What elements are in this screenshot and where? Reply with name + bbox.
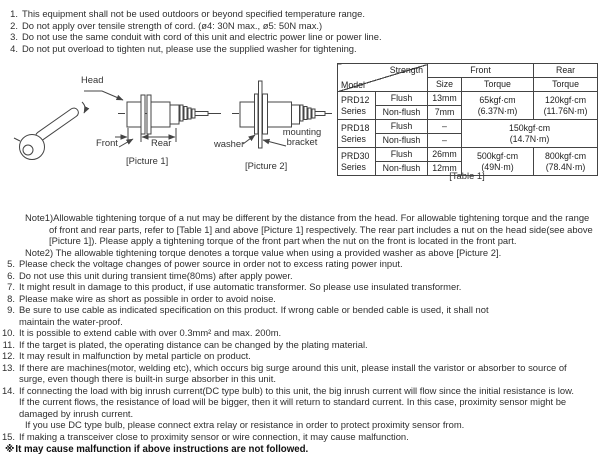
list-item-continuation bbox=[0, 316, 597, 328]
table-caption: [Table 1] bbox=[449, 170, 485, 181]
item-number: 14. bbox=[1, 384, 15, 396]
note-line bbox=[0, 247, 600, 259]
item-text: If you use DC type bulb, please connect extra relay or resistance in order to protect proximity sensor from. bbox=[25, 419, 465, 430]
cell-prd30-nonflush-size: 12mm bbox=[428, 162, 462, 176]
note-text: [Picture 1]). Please apply a tightening torque of the front part when the nut on the front is located in the front part. bbox=[49, 235, 517, 246]
cell-prd30-rear-torque: 800kgf·cm (78.4N·m) bbox=[534, 148, 598, 176]
item-text: Do not apply over tensile strength of cord. (ø4: 30N max., ø5: 50N max.) bbox=[22, 19, 323, 31]
cell-prd30-nonflush: Non-flush bbox=[376, 162, 428, 176]
list-item bbox=[0, 270, 597, 282]
note-text: Note1)Allowable tightening torque of a nut may be different by the distance from the head. For allowable tightening torque and the range bbox=[25, 212, 590, 223]
cell-prd18-nonflush-size: – bbox=[428, 134, 462, 148]
warning-text: It may cause malfunction if above instructions are not followed. bbox=[15, 444, 309, 455]
cell-prd12-flush: Flush bbox=[376, 92, 428, 106]
list-item bbox=[6, 20, 597, 32]
item-text: It may result in malfunction by metal particle on product. bbox=[19, 350, 251, 361]
cell-prd30-flush: Flush bbox=[376, 148, 428, 162]
item-text: If making a transceiver close to proximity sensor or wire connection, it may cause malfunction. bbox=[19, 430, 409, 442]
header-strength: Strength bbox=[389, 65, 423, 75]
picture1-caption: [Picture 1] bbox=[126, 155, 169, 166]
item-text: maintain the water-proof. bbox=[19, 315, 123, 327]
figure-section bbox=[0, 58, 600, 210]
list-item bbox=[0, 350, 597, 362]
item-text: Do not use the same conduit with cord of this unit and electric power line or power line. bbox=[22, 31, 382, 42]
torque-table bbox=[337, 63, 598, 176]
wrench-icon bbox=[14, 102, 85, 160]
cell-prd30-flush-size: 26mm bbox=[428, 148, 462, 162]
item-number: 1. bbox=[10, 8, 18, 19]
header-size: Size bbox=[428, 78, 462, 92]
item-number: 2. bbox=[10, 19, 18, 31]
item-number: 6. bbox=[7, 269, 15, 281]
item-text: It might result in damage to this product, if use automatic transformer. So please use insulated transformer. bbox=[19, 281, 462, 292]
cell-prd12-front-torque: 65kgf·cm (6.37N·m) bbox=[462, 92, 534, 120]
list-item bbox=[0, 339, 597, 351]
list-item bbox=[0, 327, 597, 339]
item-number: 13. bbox=[1, 361, 15, 373]
note-text: Note2) The allowable tightening torque denotes a torque value when using a provided washer as above [Picture 2]. bbox=[25, 246, 502, 258]
list-item bbox=[6, 8, 597, 20]
list-item bbox=[0, 281, 597, 293]
item-number: 3. bbox=[10, 31, 18, 42]
mounting-bracket-label: mounting bracket bbox=[282, 126, 322, 147]
item-text: This equipment shall not be used outdoors or beyond specified temperature range. bbox=[22, 8, 365, 19]
list-item bbox=[6, 43, 597, 55]
washer-label: washer bbox=[214, 138, 245, 149]
cell-model-prd12: PRD12 Series bbox=[338, 92, 376, 120]
cell-prd12-nonflush: Non-flush bbox=[376, 106, 428, 120]
item-text: damaged by inrush current. bbox=[19, 407, 134, 419]
reference-mark: ※ bbox=[5, 444, 15, 455]
header-front-torque: Torque bbox=[462, 78, 534, 92]
main-instruction-list bbox=[0, 258, 600, 442]
item-text: Do not use this unit during transient time(80ms) after apply power. bbox=[19, 269, 293, 281]
warning-line bbox=[0, 444, 600, 456]
item-number: 15. bbox=[1, 430, 15, 442]
item-text: Please make wire as short as possible in order to avoid noise. bbox=[19, 292, 276, 304]
note-line bbox=[0, 212, 600, 224]
cell-prd18-flush-size: – bbox=[428, 120, 462, 134]
front-label: Front bbox=[96, 137, 118, 148]
item-number: 4. bbox=[10, 42, 18, 54]
item-number: 12. bbox=[1, 350, 15, 361]
note-line bbox=[0, 235, 600, 247]
cell-prd18-torque: 150kgf·cm (14.7N·m) bbox=[462, 120, 598, 148]
item-number: 9. bbox=[7, 304, 15, 315]
list-item bbox=[0, 293, 597, 305]
notes-section bbox=[0, 212, 600, 258]
note-text: of front and rear parts, refer to [Table 1] and above [Picture 1] respectively. The rear part includes a nut on the head side(see above bbox=[49, 223, 593, 235]
item-text: If the target is plated, the operating distance can be changed by the plating material. bbox=[19, 338, 368, 350]
item-text: It is possible to extend cable with over 0.3mm² and max. 200m. bbox=[19, 327, 282, 338]
cell-prd30-front-torque: 500kgf·cm (49N·m) bbox=[462, 148, 534, 176]
cell-prd12-nonflush-size: 7mm bbox=[428, 106, 462, 120]
item-text: If there are machines(motor, welding etc), which occurs big surge around this unit, please install the varistor or absorber to source of bbox=[19, 361, 567, 373]
list-item bbox=[0, 304, 597, 316]
cell-model-prd30: PRD30 Series bbox=[338, 148, 376, 176]
item-text: Do not put overload to tighten nut, please use the supplied washer for tightening. bbox=[22, 42, 357, 54]
list-item-continuation bbox=[0, 396, 597, 408]
item-text: If connecting the load with big inrush current(DC type bulb) to this unit, the big inrush current will flow since the initial resistance is low. bbox=[19, 384, 574, 396]
list-item-continuation bbox=[0, 373, 597, 385]
cell-model-prd18: PRD18 Series bbox=[338, 120, 376, 148]
item-number: 7. bbox=[7, 281, 15, 292]
note-line bbox=[0, 224, 600, 236]
item-number: 10. bbox=[1, 327, 15, 338]
item-text: If the current flows, the resistance of load will be bigger, then it will return to standard current. In this case, proximity sensor might be bbox=[19, 396, 567, 407]
rear-label: Rear bbox=[151, 137, 172, 148]
item-text: Please check the voltage changes of power source in order not to excess rating power input. bbox=[19, 258, 403, 269]
list-item bbox=[0, 431, 597, 443]
header-strength-model bbox=[338, 64, 428, 92]
cell-prd18-flush: Flush bbox=[376, 120, 428, 134]
item-number: 8. bbox=[7, 292, 15, 304]
list-item bbox=[6, 31, 597, 43]
list-item bbox=[0, 258, 597, 270]
head-label: Head bbox=[81, 74, 104, 85]
list-item bbox=[0, 362, 597, 374]
header-rear: Rear bbox=[534, 64, 598, 78]
item-text: Be sure to use cable as indicated specification on this product. If wrong cable or bended cable is used, it shall not bbox=[19, 304, 489, 315]
top-instruction-list bbox=[0, 0, 600, 54]
cell-prd12-rear-torque: 120kgf·cm (11.76N·m) bbox=[534, 92, 598, 120]
header-front: Front bbox=[428, 64, 534, 78]
item-number: 11. bbox=[2, 338, 15, 350]
header-model: Model bbox=[341, 79, 365, 90]
header-rear-torque: Torque bbox=[534, 78, 598, 92]
item-number: 5. bbox=[7, 258, 15, 269]
cell-prd12-flush-size: 13mm bbox=[428, 92, 462, 106]
item-text: surge, even though there is built-in surge absorber in this unit. bbox=[19, 373, 276, 384]
list-item-continuation bbox=[0, 419, 597, 431]
list-item-continuation bbox=[0, 408, 597, 420]
picture2-caption: [Picture 2] bbox=[245, 160, 288, 171]
list-item bbox=[0, 385, 597, 397]
cell-prd18-nonflush: Non-flush bbox=[376, 134, 428, 148]
